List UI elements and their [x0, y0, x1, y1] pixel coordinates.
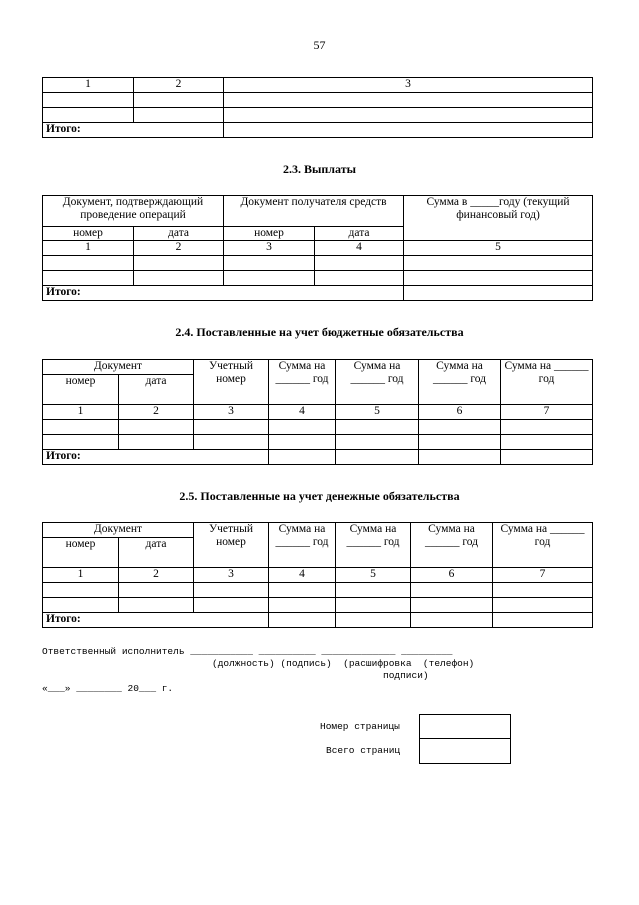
header-document-operations: Документ, подтверждающий проведение операций [43, 196, 224, 227]
budget-obligations-table [42, 359, 593, 465]
column-number: 3 [194, 405, 269, 420]
table-row [43, 108, 593, 123]
header-sum-year: Сумма на ______ год [336, 360, 419, 405]
table-cell [404, 256, 593, 271]
table-cell [43, 271, 134, 286]
table-row [43, 583, 593, 598]
column-numbers-row [43, 241, 593, 256]
total-row [43, 613, 593, 628]
table-cell [501, 420, 593, 435]
table-cell [411, 598, 493, 613]
total-row [43, 450, 593, 465]
column-number: 5 [404, 241, 593, 256]
column-number: 7 [493, 568, 593, 583]
table-cell [404, 286, 593, 301]
page-number: 57 [313, 38, 326, 52]
table-cell [493, 583, 593, 598]
table-cell [43, 598, 119, 613]
table-continued [42, 77, 593, 138]
column-number: 1 [43, 78, 134, 93]
table-cell [224, 256, 315, 271]
table-cell [134, 93, 224, 108]
table-cell [336, 420, 419, 435]
header-sum-year: Сумма на ______ год [411, 523, 493, 568]
table-cell [493, 613, 593, 628]
table-cell [411, 613, 493, 628]
header-document: Документ [43, 360, 194, 375]
table-cell [501, 435, 593, 450]
column-number: 4 [269, 405, 336, 420]
column-number: 2 [134, 241, 224, 256]
header-date: дата [134, 227, 224, 241]
table-cell [224, 108, 593, 123]
column-number: 4 [269, 568, 336, 583]
section-title: 2.5. Поставленные на учет денежные обязательства [179, 489, 460, 503]
monetary-obligations-table [42, 522, 593, 628]
header-recipient-document: Документ получателя средств [224, 196, 404, 227]
column-number: 2 [134, 78, 224, 93]
column-number: 6 [411, 568, 493, 583]
column-number: 2 [119, 405, 194, 420]
header-sum-year: Сумма на ______ год [501, 360, 593, 405]
column-number: 5 [336, 568, 411, 583]
column-numbers-row [43, 568, 593, 583]
header-date: дата [315, 227, 404, 241]
table-cell [404, 271, 593, 286]
table-cell [134, 108, 224, 123]
column-number: 6 [419, 405, 501, 420]
page-number-box[interactable] [419, 714, 511, 739]
table-cell [43, 583, 119, 598]
total-label: Итого: [43, 123, 224, 138]
table-cell [315, 271, 404, 286]
header-sum-year: Сумма на ______ год [493, 523, 593, 568]
table-cell [134, 256, 224, 271]
payments-table [42, 195, 593, 301]
header-number: номер [43, 538, 119, 568]
table-cell [43, 108, 134, 123]
table-cell [493, 598, 593, 613]
table-cell [119, 583, 194, 598]
table-cell [336, 435, 419, 450]
column-number: 3 [224, 78, 593, 93]
table-header-row [43, 78, 593, 93]
table-cell [419, 420, 501, 435]
table-row [43, 435, 593, 450]
header-sum-year: Сумма на ______ год [336, 523, 411, 568]
column-number: 4 [315, 241, 404, 256]
signature-captions-continued: подписи) [383, 670, 429, 681]
column-number: 1 [43, 568, 119, 583]
table-cell [336, 583, 411, 598]
signature-captions: (должность) (подпись) (расшифровка (телефон) [212, 658, 475, 669]
table-row [43, 93, 593, 108]
table-cell [419, 435, 501, 450]
total-pages-label: Всего страниц [326, 745, 401, 756]
table-cell [194, 598, 269, 613]
column-number: 1 [43, 241, 134, 256]
column-numbers-row [43, 405, 593, 420]
table-row [43, 598, 593, 613]
column-number: 7 [501, 405, 593, 420]
table-cell [419, 450, 501, 465]
header-date: дата [119, 375, 194, 405]
table-cell [119, 420, 194, 435]
column-number: 1 [43, 405, 119, 420]
total-row [43, 286, 593, 301]
header-sum-year: Сумма на ______ год [269, 523, 336, 568]
section-title: 2.3. Выплаты [283, 162, 356, 176]
table-cell [119, 598, 194, 613]
header-number: номер [43, 227, 134, 241]
table-cell [411, 583, 493, 598]
section-title: 2.4. Поставленные на учет бюджетные обязательства [175, 325, 464, 339]
table-cell [269, 450, 336, 465]
table-cell [224, 271, 315, 286]
table-cell [269, 420, 336, 435]
table-row [43, 420, 593, 435]
header-number: номер [224, 227, 315, 241]
table-cell [224, 123, 593, 138]
table-cell [269, 598, 336, 613]
table-cell [43, 435, 119, 450]
table-cell [336, 450, 419, 465]
total-label: Итого: [43, 613, 269, 628]
total-row [43, 123, 593, 138]
date-line: «___» ________ 20___ г. [42, 683, 174, 694]
header-number: номер [43, 375, 119, 405]
header-sum-year: Сумма на ______ год [419, 360, 501, 405]
table-cell [269, 613, 336, 628]
responsible-executor-line: Ответственный исполнитель ___________ __________ _____________ _________ [42, 646, 453, 657]
table-cell [43, 256, 134, 271]
table-cell [43, 93, 134, 108]
table-row [43, 256, 593, 271]
table-cell [194, 420, 269, 435]
table-cell [269, 583, 336, 598]
column-number: 5 [336, 405, 419, 420]
page-number-label: Номер страницы [320, 721, 400, 732]
column-number: 3 [194, 568, 269, 583]
header-date: дата [119, 538, 194, 568]
header-registration-number: Учетный номер [194, 523, 269, 568]
table-cell [43, 420, 119, 435]
table-cell [501, 450, 593, 465]
table-cell [269, 435, 336, 450]
table-cell [194, 583, 269, 598]
table-cell [134, 271, 224, 286]
header-sum-year: Сумма на ______ год [269, 360, 336, 405]
column-number: 3 [224, 241, 315, 256]
header-document: Документ [43, 523, 194, 538]
table-cell [194, 435, 269, 450]
table-cell [224, 93, 593, 108]
header-registration-number: Учетный номер [194, 360, 269, 405]
table-cell [315, 256, 404, 271]
table-cell [336, 613, 411, 628]
table-cell [119, 435, 194, 450]
table-cell [336, 598, 411, 613]
total-label: Итого: [43, 450, 269, 465]
column-number: 2 [119, 568, 194, 583]
total-pages-box[interactable] [419, 738, 511, 764]
total-label: Итого: [43, 286, 404, 301]
table-row [43, 271, 593, 286]
header-sum-current-year: Сумма в _____году (текущий финансовый год) [404, 196, 593, 241]
